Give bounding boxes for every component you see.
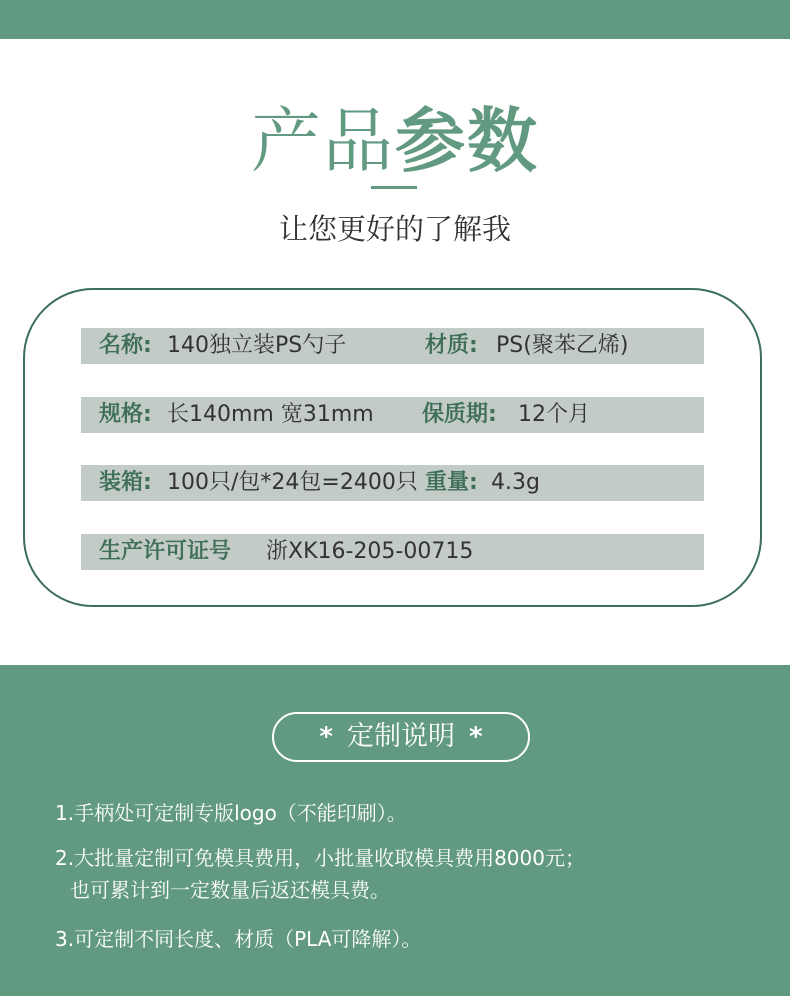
- star-icon: *: [469, 722, 483, 752]
- title-light-part: 产品: [251, 100, 395, 182]
- star-icon: *: [319, 722, 333, 752]
- value-spec: 长140mm 宽31mm: [167, 402, 374, 427]
- custom-note-2-cont: 也可累计到一定数量后返还模具费。: [70, 878, 390, 902]
- param-row-name: [81, 328, 704, 364]
- value-name: 140独立装PS勺子: [167, 333, 347, 358]
- custom-heading-badge: [272, 712, 530, 762]
- top-color-band: [0, 0, 790, 39]
- custom-note-2: 2.大批量定制可免模具费用，小批量收取模具费用8000元；: [55, 846, 585, 870]
- value-license: 浙XK16-205-00715: [266, 539, 474, 564]
- page-title: [0, 96, 790, 186]
- label-material: 材质:: [425, 333, 478, 358]
- label-shelf-life: 保质期:: [422, 402, 497, 427]
- label-weight: 重量:: [425, 470, 478, 495]
- param-row-packing: [81, 465, 704, 501]
- page-subtitle: 让您更好的了解我: [278, 212, 511, 246]
- label-license: 生产许可证号: [99, 539, 232, 564]
- custom-heading: 定制说明: [347, 721, 455, 752]
- label-spec: 规格:: [99, 402, 152, 427]
- label-packing: 装箱:: [99, 470, 152, 495]
- custom-note-1: 1.手柄处可定制专版logo（不能印刷）。: [55, 801, 407, 825]
- value-shelf-life: 12个月: [518, 402, 590, 427]
- title-bold-part: 参数: [395, 100, 539, 182]
- label-name: 名称:: [99, 333, 152, 358]
- value-packing: 100只/包*24包=2400只: [167, 470, 418, 495]
- custom-note-3: 3.可定制不同长度、材质（PLA可降解）。: [55, 927, 422, 951]
- value-weight: 4.3g: [491, 470, 540, 495]
- param-row-license: [81, 534, 704, 570]
- value-material: PS(聚苯乙烯): [496, 333, 629, 358]
- title-underline: [371, 186, 417, 189]
- param-row-spec: [81, 397, 704, 433]
